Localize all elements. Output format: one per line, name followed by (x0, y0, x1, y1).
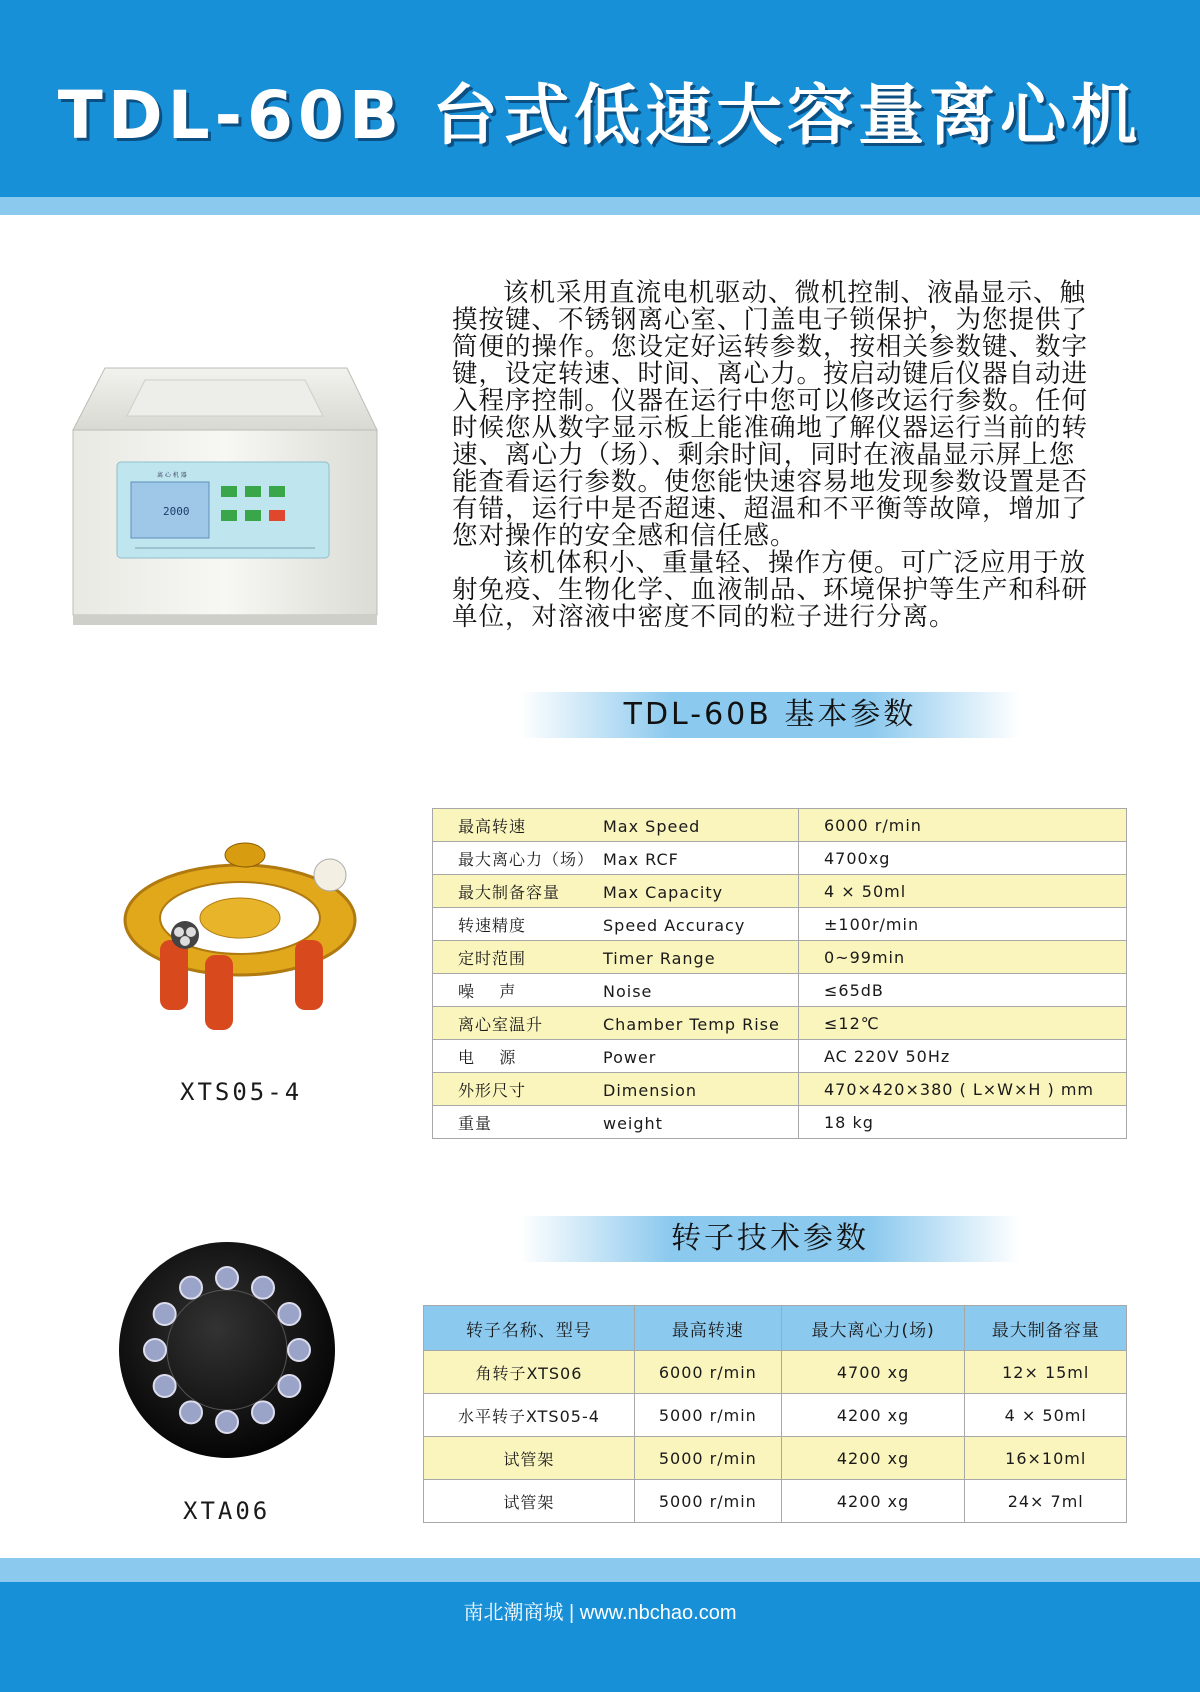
param-name: 噪 声 (458, 981, 517, 1001)
param-value: 6000 r/min (799, 809, 1127, 842)
params-row (433, 1073, 1127, 1106)
rotor-table-cell: 5000 r/min (634, 1394, 781, 1437)
param-name-en: Max Capacity (603, 882, 724, 902)
param-label-cell (433, 842, 799, 875)
param-label-cell (433, 1073, 799, 1106)
params-row (433, 809, 1127, 842)
param-name: 电 源 (458, 1047, 517, 1067)
rotor-hole (278, 1375, 300, 1397)
rotor-table-cell: 6000 r/min (634, 1351, 781, 1394)
param-label-cell (433, 875, 799, 908)
param-name: 最大制备容量 (458, 882, 561, 902)
param-name: 最高转速 (458, 816, 527, 836)
param-value: AC 220V 50Hz (799, 1040, 1127, 1073)
rotor-table-cell: 16×10ml (965, 1437, 1127, 1480)
param-value: 4700xg (799, 842, 1127, 875)
param-name-en: weight (603, 1113, 663, 1133)
header-stripe (0, 197, 1200, 215)
rotor-hole (216, 1411, 238, 1433)
param-name-en: Timer Range (603, 948, 716, 968)
rotor-table-cell: 4 × 50ml (965, 1394, 1127, 1437)
param-name: 外形尺寸 (458, 1080, 527, 1100)
rotor-table-header: 最大制备容量 (965, 1306, 1127, 1351)
rotor-table-cell: 12× 15ml (965, 1351, 1127, 1394)
rotor-hole (216, 1267, 238, 1289)
param-label-cell (433, 908, 799, 941)
params-row (433, 974, 1127, 1007)
param-name-en: Max RCF (603, 849, 679, 869)
angle-rotor-image (112, 1235, 342, 1465)
params-row (433, 1040, 1127, 1073)
rotor-table-cell: 4200 xg (781, 1394, 965, 1437)
param-name: 重量 (458, 1113, 493, 1133)
rotor-hole (278, 1303, 300, 1325)
product-description (452, 280, 1092, 631)
param-label-cell (433, 809, 799, 842)
swing-rotor-image (115, 840, 365, 1040)
param-name: 定时范围 (458, 948, 527, 968)
param-name-en: Dimension (603, 1080, 698, 1100)
rotor-table-header: 转子名称、型号 (424, 1306, 635, 1351)
rotor-hole (154, 1303, 176, 1325)
rotor-hole (252, 1277, 274, 1299)
param-label-cell (433, 974, 799, 1007)
param-name-en: Max Speed (603, 816, 701, 836)
rotor-hole (252, 1401, 274, 1423)
description-paragraph-2: 该机体积小、重量轻、操作方便。可广泛应用于放射免疫、生物化学、血液制品、环境保护等生产和科研单位，对溶液中密度不同的粒子进行分离。 (452, 548, 1089, 632)
params-row (433, 941, 1127, 974)
param-label-cell (433, 1007, 799, 1040)
param-value: 18 kg (799, 1106, 1127, 1139)
param-value: 0~99min (799, 941, 1127, 974)
basic-params-table (432, 808, 1127, 1139)
rotor-table-cell: 试管架 (424, 1480, 635, 1523)
rotor-params-table (423, 1305, 1127, 1523)
rotor-table-row (424, 1394, 1127, 1437)
page-title: TDL-60B 台式低速大容量离心机 (57, 77, 1143, 154)
params-row (433, 1106, 1127, 1139)
rotor-table-row (424, 1351, 1127, 1394)
rotor1-caption: XTS05-4 (180, 1078, 303, 1106)
rotor-table-cell: 4200 xg (781, 1480, 965, 1523)
rotor-table-cell: 水平转子XTS05-4 (424, 1394, 635, 1437)
rotor-hole (288, 1339, 310, 1361)
rotor-table-header: 最大离心力(场) (781, 1306, 965, 1351)
rotor-table-cell: 4200 xg (781, 1437, 965, 1480)
param-name-en: Chamber Temp Rise (603, 1014, 780, 1034)
param-label-cell (433, 1106, 799, 1139)
rotor2-caption: XTA06 (183, 1497, 271, 1525)
rotor-hole (180, 1401, 202, 1423)
params-row (433, 1007, 1127, 1040)
rotor-hole (180, 1277, 202, 1299)
display-value: 2000 (163, 505, 190, 518)
param-value: 470×420×380 ( L×W×H ) mm (799, 1073, 1127, 1106)
param-name-en: Noise (603, 981, 653, 1001)
rotor-table-cell: 试管架 (424, 1437, 635, 1480)
param-name: 离心室温升 (458, 1014, 544, 1034)
footer-text: 南北潮商城 | www.nbchao.com (463, 1602, 737, 1624)
param-value: ≤65dB (799, 974, 1127, 1007)
params-row (433, 908, 1127, 941)
param-label-cell (433, 941, 799, 974)
param-name-en: Speed Accuracy (603, 915, 746, 935)
section-title-basic-params: TDL-60B 基本参数 (520, 692, 1020, 738)
param-name-en: Power (603, 1047, 657, 1067)
rotor-table-cell: 24× 7ml (965, 1480, 1127, 1523)
footer-stripe (0, 1558, 1200, 1582)
rotor-table-cell: 角转子XTS06 (424, 1351, 635, 1394)
centrifuge-image (65, 360, 385, 630)
rotor-table-row (424, 1480, 1127, 1523)
param-label-cell (433, 1040, 799, 1073)
description-paragraph-1: 该机采用直流电机驱动、微机控制、液晶显示、触摸按键、不锈钢离心室、门盖电子锁保护，为您提供了简便的操作。您设定好运转参数，按相关参数键、数字键，设定转速、时间、离心力。按启动键后仪器自动进入程序控制。仪器在运行中您可以修改运行参数。任何时候您从数字显示板上能准确地了解仪器运行当前的转速、离心力（场）、剩余时间，同时在液晶显示屏上您能查看运行参数。使您能快速容易地发现参数设置是否有错，运行中是否超速、超温和不平衡等故障，增加了您对操作的安全感和信任感。 (452, 278, 1089, 551)
rotor-table-cell: 5000 r/min (634, 1480, 781, 1523)
rotor-table-cell: 4700 xg (781, 1351, 965, 1394)
rotor-table-row (424, 1437, 1127, 1480)
params-row (433, 875, 1127, 908)
rotor-hole (154, 1375, 176, 1397)
param-name: 转速精度 (458, 915, 527, 935)
rotor-table-header: 最高转速 (634, 1306, 781, 1351)
params-row (433, 842, 1127, 875)
param-name: 最大离心力（场） (458, 849, 595, 869)
panel-title: 离 心 机 器 (157, 472, 187, 479)
param-value: ±100r/min (799, 908, 1127, 941)
rotor-table-cell: 5000 r/min (634, 1437, 781, 1480)
rotor-hole (144, 1339, 166, 1361)
section-title-rotor-params: 转子技术参数 (520, 1216, 1020, 1262)
param-value: ≤12℃ (799, 1007, 1127, 1040)
param-value: 4 × 50ml (799, 875, 1127, 908)
